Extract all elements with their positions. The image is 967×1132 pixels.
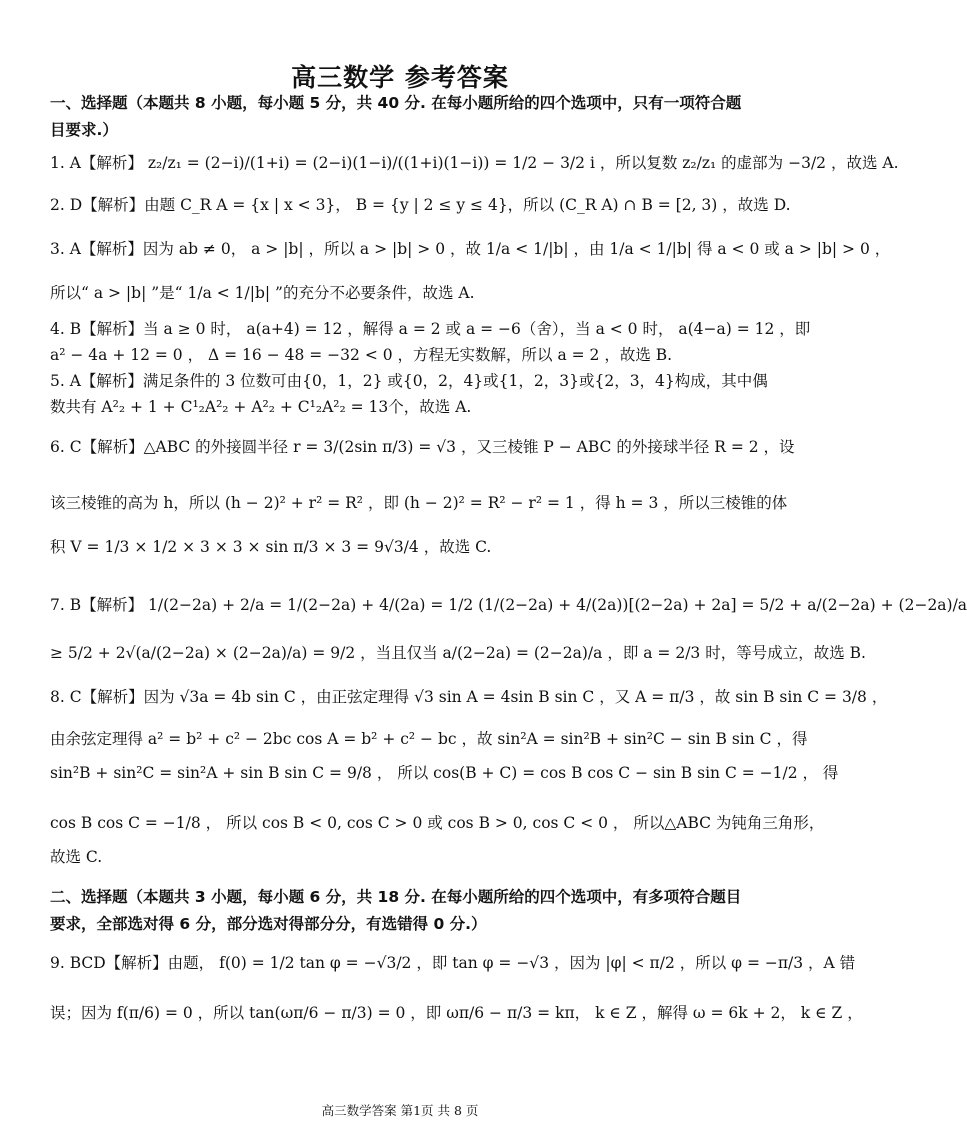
- answer-q8-line-4: cos B cos C = −1/8 ， 所以 cos B < 0, cos C > 0 或 cos B > 0, cos C < 0 ， 所以△ABC 为钝角三角形，: [50, 814, 825, 832]
- answer-q3-line-1: 3. A【解析】因为 ab ≠ 0， a > |b| ，所以 a > |b| > 0 ，故 1/a < 1/|b| ，由 1/a < 1/|b| 得 a < 0 或 a > |b| > 0 ，: [50, 240, 891, 258]
- section-2-heading-line-1: 二、选择题（本题共 3 小题，每小题 6 分，共 18 分. 在每小题所给的四个选项中，有多项符合题目: [50, 888, 742, 906]
- answer-q5-line-1: 5. A【解析】满足条件的 3 位数可由{0，1，2} 或{0，2，4}或{1，2，3}或{2，3，4}构成，其中偶: [50, 372, 768, 390]
- section-2-heading: [50, 884, 760, 938]
- answer-q3-line-2: 所以“ a > |b| ”是“ 1/a < 1/|b| ”的充分不必要条件，故选 A.: [50, 284, 475, 302]
- section-1-heading: [50, 90, 760, 144]
- answer-q6-line-2: 该三棱锥的高为 h，所以 (h − 2)² + r² = R² ，即 (h − 2)² = R² − r² = 1 ，得 h = 3 ，所以三棱锥的体: [50, 494, 788, 512]
- answer-q8-line-2: 由余弦定理得 a² = b² + c² − 2bc cos A = b² + c² − bc ，故 sin²A = sin²B + sin²C − sin B sin C ，得: [50, 730, 808, 748]
- answer-q4-line-2: a² − 4a + 12 = 0 ， Δ = 16 − 48 = −32 < 0 ，方程无实数解，所以 a = 2 ，故选 B.: [50, 346, 673, 364]
- answer-q6-line-1: 6. C【解析】△ABC 的外接圆半径 r = 3/(2sin π/3) = √3 ，又三棱锥 P − ABC 的外接球半径 R = 2 ，设: [50, 438, 795, 456]
- answer-q8-line-1: 8. C【解析】因为 √3a = 4b sin C ，由正弦定理得 √3 sin A = 4sin B sin C ，又 A = π/3 ，故 sin B sin C = 3/8 ，: [50, 688, 888, 706]
- answer-q1: 1. A【解析】 z₂/z₁ = (2−i)/(1+i) = (2−i)(1−i)/((1+i)(1−i)) = 1/2 − 3/2 i ，所以复数 z₂/z₁ 的虚部为 −3/2 ，故选 A.: [50, 154, 899, 172]
- section-1-heading-line-1: 一、选择题（本题共 8 小题，每小题 5 分，共 40 分. 在每小题所给的四个选项中，只有一项符合题: [50, 94, 742, 112]
- answer-q8-line-3: sin²B + sin²C = sin²A + sin B sin C = 9/8 ， 所以 cos(B + C) = cos B cos C − sin B sin C = −1/2 ， 得: [50, 764, 839, 782]
- section-1-heading-line-2: 目要求.）: [50, 121, 118, 139]
- answer-q9-line-2: 误；因为 f(π/6) = 0 ，所以 tan(ωπ/6 − π/3) = 0 ，即 ωπ/6 − π/3 = kπ， k ∈ Z ，解得 ω = 6k + 2， k ∈ Z ，: [50, 1004, 863, 1022]
- answer-q5-line-2: 数共有 A²₂ + 1 + C¹₂A²₂ + A²₂ + C¹₂A²₂ = 13个，故选 A.: [50, 398, 472, 416]
- answer-q2: 2. D【解析】由题 C_R A = {x | x < 3}， B = {y | 2 ≤ y ≤ 4}，所以 (C_R A) ∩ B = [2, 3) ，故选 D.: [50, 196, 791, 214]
- section-2-heading-line-2: 要求，全部选对得 6 分，部分选对得部分分，有选错得 0 分.）: [50, 915, 487, 933]
- answer-q9-line-1: 9. BCD【解析】由题， f(0) = 1/2 tan φ = −√3/2 ，即 tan φ = −√3 ，因为 |φ| < π/2 ，所以 φ = −π/3 ，A 错: [50, 954, 856, 972]
- answer-q4-line-1: 4. B【解析】当 a ≥ 0 时， a(a+4) = 12 ，解得 a = 2 或 a = −6（舍），当 a < 0 时， a(4−a) = 12 ，即: [50, 320, 811, 338]
- page-footer: 高三数学答案 第1页 共 8 页: [321, 1103, 479, 1118]
- answer-q7-line-2: ≥ 5/2 + 2√(a/(2−2a) × (2−2a)/a) = 9/2 ，当且仅当 a/(2−2a) = (2−2a)/a ，即 a = 2/3 时，等号成立，故选 B.: [50, 644, 866, 662]
- answer-q6-line-3: 积 V = 1/3 × 1/2 × 3 × 3 × sin π/3 × 3 = 9√3/4 ，故选 C.: [50, 538, 492, 556]
- answer-q8-line-5: 故选 C.: [50, 848, 103, 866]
- page-title: 高三数学 参考答案: [291, 63, 509, 92]
- answer-q7-line-1: 7. B【解析】 1/(2−2a) + 2/a = 1/(2−2a) + 4/(2a) = 1/2 (1/(2−2a) + 4/(2a))[(2−2a) + 2a] = 5/2 + a/(2−2a) + (2−2a)/a: [50, 596, 967, 614]
